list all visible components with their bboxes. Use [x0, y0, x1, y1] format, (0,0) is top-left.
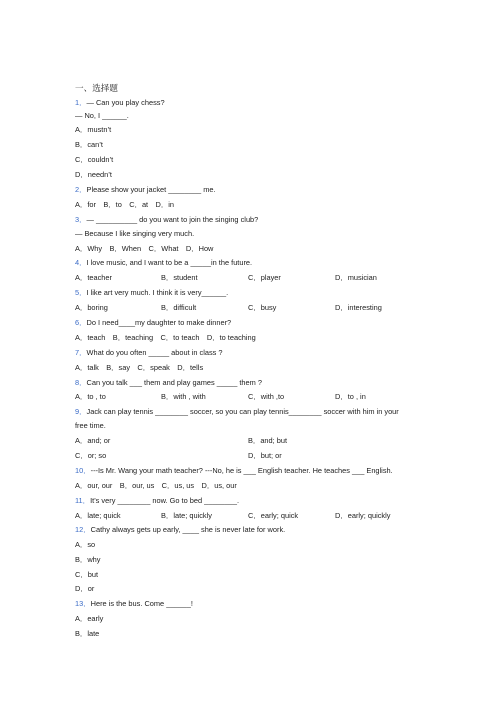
question-text: What do you often _____ about in class ?	[86, 348, 223, 357]
question-text: Do I need____my daughter to make dinner?	[86, 318, 232, 327]
option-d: D．needn’t	[75, 170, 112, 179]
question-4	[75, 258, 252, 267]
option-d: D．but; or	[248, 451, 282, 460]
question-7	[75, 348, 223, 357]
question-3	[75, 215, 258, 224]
option-c: C．or; so	[75, 451, 107, 460]
question-1	[75, 98, 165, 107]
question-number: 11．	[75, 496, 91, 505]
question-text: I love music, and I want to be a _____in the future.	[86, 258, 253, 267]
question-number: 5．	[75, 288, 87, 297]
option-c: C．early; quick	[248, 511, 299, 520]
option-b: B．and; but	[248, 436, 288, 445]
option-d: D．or	[75, 584, 95, 593]
question-13	[75, 599, 193, 608]
option-a: A．to , to	[75, 392, 106, 401]
option-a: A．and; or	[75, 436, 111, 445]
question-12	[75, 525, 285, 534]
question-number: 4．	[75, 258, 87, 267]
option-a: A．teacher	[75, 273, 112, 282]
option-d: D．early; quickly	[335, 511, 391, 520]
option-d: D．interesting	[335, 303, 382, 312]
option-a: A．early	[75, 614, 104, 623]
question-text: Can you talk ___ them and play games _____ them ?	[86, 378, 262, 387]
options-row: A．our, our B．our, us C．us, us D．us, our	[75, 481, 237, 490]
question-number: 2．	[75, 185, 87, 194]
option-c: C．player	[248, 273, 281, 282]
question-text: Cathy always gets up early, ____ she is never late for work.	[90, 525, 286, 534]
question-number: 7．	[75, 348, 87, 357]
question-text: — Can you play chess?	[86, 98, 165, 107]
question-number: 6．	[75, 318, 87, 327]
section-title: 一、选择题	[75, 83, 118, 93]
question-text: Here is the bus. Come ______!	[90, 599, 193, 608]
question-3-line2: — Because I like singing very much.	[75, 229, 195, 238]
question-9	[75, 407, 399, 416]
option-b: B．difficult	[161, 303, 197, 312]
question-number: 1．	[75, 98, 87, 107]
question-number: 3．	[75, 215, 87, 224]
question-text: I like art very much. I think it is very______.	[86, 288, 229, 297]
option-a: A．boring	[75, 303, 108, 312]
question-text: It’s very ________ now. Go to bed ________.	[90, 496, 240, 505]
question-text: ---Is Mr. Wang your math teacher? ---No, he is ___ English teacher. He teaches ___ English.	[90, 466, 393, 475]
question-number: 8．	[75, 378, 87, 387]
question-6	[75, 318, 231, 327]
options-row: A．talk B．say C．speak D．tells	[75, 363, 204, 372]
question-10	[75, 466, 393, 475]
question-2	[75, 185, 216, 194]
option-c: C．with ,to	[248, 392, 285, 401]
question-number: 10．	[75, 466, 91, 475]
question-1-line2: — No, I ______.	[75, 111, 129, 120]
option-b: B．late; quickly	[161, 511, 212, 520]
question-5	[75, 288, 228, 297]
option-a: A．late; quick	[75, 511, 121, 520]
options-row: A．teach B．teaching C．to teach D．to teaching	[75, 333, 256, 342]
question-8	[75, 378, 262, 387]
option-b: B．late	[75, 629, 100, 638]
option-c: C．couldn’t	[75, 155, 114, 164]
option-b: B．with , with	[161, 392, 206, 401]
question-text: — __________ do you want to join the singing club?	[86, 215, 259, 224]
question-number: 9．	[75, 407, 87, 416]
question-number: 12．	[75, 525, 91, 534]
question-9-line2: free time.	[75, 421, 106, 430]
question-number: 13．	[75, 599, 91, 608]
options-row: A．for B．to C．at D．in	[75, 200, 174, 209]
option-d: D．to , in	[335, 392, 366, 401]
option-a: A．mustn’t	[75, 125, 112, 134]
option-c: C．but	[75, 570, 99, 579]
option-b: B．why	[75, 555, 101, 564]
question-text: Jack can play tennis ________ soccer, so you can play tennis________ soccer with him in your	[86, 407, 399, 416]
option-a: A．so	[75, 540, 96, 549]
option-c: C．busy	[248, 303, 277, 312]
question-11	[75, 496, 239, 505]
option-b: B．student	[161, 273, 198, 282]
option-b: B．can’t	[75, 140, 103, 149]
question-text: Please show your jacket ________ me.	[86, 185, 216, 194]
options-row: A．Why B．When C．What D．How	[75, 244, 214, 253]
option-d: D．musician	[335, 273, 377, 282]
